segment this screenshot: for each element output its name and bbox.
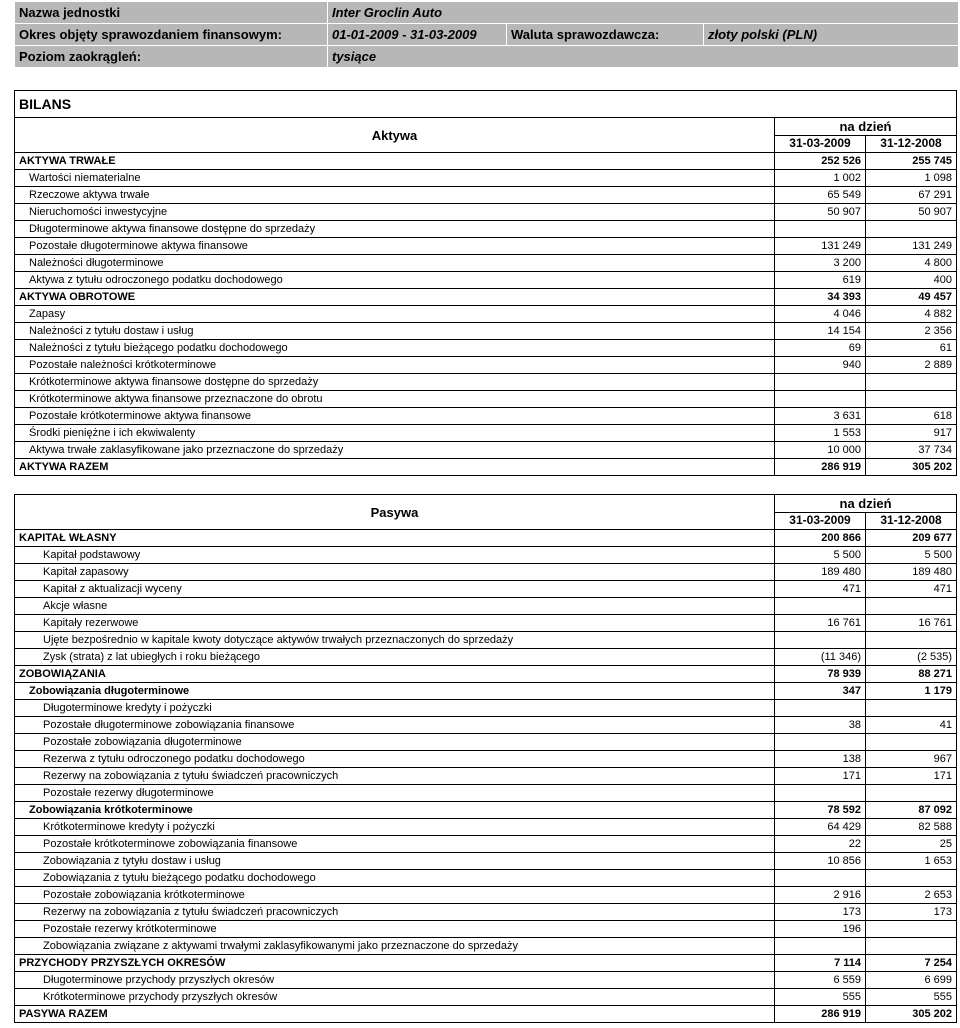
table-row (15, 649, 957, 666)
row-label: Krótkoterminowe aktywa finansowe dostępne do sprzedaży (15, 374, 775, 391)
assets-header: Aktywa (15, 118, 775, 153)
table-row (15, 717, 957, 734)
value-previous: 2 356 (866, 323, 957, 340)
value-previous: 88 271 (866, 666, 957, 683)
value-current: 138 (775, 751, 866, 768)
table-row (15, 357, 957, 374)
value-current: 286 919 (775, 459, 866, 476)
table-row (15, 187, 957, 204)
value-previous (866, 785, 957, 802)
date-2: 31-12-2008 (866, 135, 957, 153)
value-previous: 61 (866, 340, 957, 357)
value-current: 286 919 (775, 1006, 866, 1023)
value-current (775, 374, 866, 391)
row-label: Pozostałe zobowiązania krótkoterminowe (15, 887, 775, 904)
value-previous: 50 907 (866, 204, 957, 221)
value-current (775, 391, 866, 408)
value-previous: 5 500 (866, 547, 957, 564)
table-row (15, 751, 957, 768)
rounding-label: Poziom zaokrągleń: (15, 46, 328, 68)
table-row (15, 853, 957, 870)
value-current: 1 002 (775, 170, 866, 187)
row-label: Pozostałe rezerwy krótkoterminowe (15, 921, 775, 938)
value-previous: 25 (866, 836, 957, 853)
value-previous: 305 202 (866, 1006, 957, 1023)
table-row (15, 272, 957, 289)
value-current: 6 559 (775, 972, 866, 989)
row-label: AKTYWA TRWAŁE (15, 153, 775, 170)
value-previous (866, 700, 957, 717)
value-previous: 173 (866, 904, 957, 921)
value-current: 189 480 (775, 564, 866, 581)
value-current: 471 (775, 581, 866, 598)
row-label: Krótkoterminowe aktywa finansowe przeznaczone do obrotu (15, 391, 775, 408)
date-1: 31-03-2009 (775, 135, 866, 153)
row-label: Kapitały rezerwowe (15, 615, 775, 632)
row-label: ZOBOWIĄZANIA (15, 666, 775, 683)
row-label: Długoterminowe kredyty i pożyczki (15, 700, 775, 717)
row-label: Krótkoterminowe kredyty i pożyczki (15, 819, 775, 836)
value-current: 4 046 (775, 306, 866, 323)
value-current: 50 907 (775, 204, 866, 221)
value-current: 252 526 (775, 153, 866, 170)
value-current (775, 734, 866, 751)
row-label: Zobowiązania długoterminowe (15, 683, 775, 700)
value-previous (866, 921, 957, 938)
value-previous: 555 (866, 989, 957, 1006)
row-label: Aktywa z tytułu odroczonego podatku dochodowego (15, 272, 775, 289)
table-row (15, 734, 957, 751)
value-previous: 49 457 (866, 289, 957, 306)
value-previous: 1 653 (866, 853, 957, 870)
value-current: 171 (775, 768, 866, 785)
row-label: Pozostałe długoterminowe aktywa finansowe (15, 238, 775, 255)
as-of-label: na dzień (775, 495, 957, 513)
table-row (15, 391, 957, 408)
table-row (15, 785, 957, 802)
value-previous (866, 221, 957, 238)
table-row (15, 683, 957, 700)
row-label: Należności z tytułu bieżącego podatku dochodowego (15, 340, 775, 357)
value-previous: 16 761 (866, 615, 957, 632)
value-previous: 2 889 (866, 357, 957, 374)
value-previous: 1 098 (866, 170, 957, 187)
row-label: Rzeczowe aktywa trwałe (15, 187, 775, 204)
table-row (15, 887, 957, 904)
value-previous: 967 (866, 751, 957, 768)
value-previous: 471 (866, 581, 957, 598)
value-current (775, 632, 866, 649)
value-current: 347 (775, 683, 866, 700)
row-label: Pozostałe krótkoterminowe aktywa finansowe (15, 408, 775, 425)
value-current: 555 (775, 989, 866, 1006)
value-previous (866, 391, 957, 408)
row-label: Długoterminowe przychody przyszłych okresów (15, 972, 775, 989)
value-current: 3 631 (775, 408, 866, 425)
table-row (15, 238, 957, 255)
row-label: Kapitał zapasowy (15, 564, 775, 581)
entity-value: Inter Groclin Auto (328, 2, 959, 24)
table-row (15, 802, 957, 819)
row-label: Środki pieniężne i ich ekwiwalenty (15, 425, 775, 442)
table-row (15, 904, 957, 921)
table-row (15, 323, 957, 340)
table-row (15, 340, 957, 357)
row-label: Rezerwa z tytułu odroczonego podatku dochodowego (15, 751, 775, 768)
value-current (775, 700, 866, 717)
value-current: 34 393 (775, 289, 866, 306)
value-current: 14 154 (775, 323, 866, 340)
row-label: Pozostałe krótkoterminowe zobowiązania finansowe (15, 836, 775, 853)
table-row (15, 306, 957, 323)
as-of-label: na dzień (775, 118, 957, 136)
value-previous: 131 249 (866, 238, 957, 255)
table-row (15, 255, 957, 272)
balance-title: BILANS (15, 91, 957, 118)
value-current: 64 429 (775, 819, 866, 836)
table-row (15, 289, 957, 306)
table-row (15, 972, 957, 989)
value-previous: 4 800 (866, 255, 957, 272)
value-previous (866, 632, 957, 649)
table-row (15, 564, 957, 581)
value-previous: 255 745 (866, 153, 957, 170)
row-label: Pozostałe należności krótkoterminowe (15, 357, 775, 374)
currency-label: Waluta sprawozdawcza: (507, 24, 704, 46)
value-current: 69 (775, 340, 866, 357)
table-row (15, 204, 957, 221)
value-current: 10 000 (775, 442, 866, 459)
value-previous: 6 699 (866, 972, 957, 989)
table-row (15, 408, 957, 425)
assets-table (14, 90, 957, 476)
liabilities-header: Pasywa (15, 495, 775, 530)
value-current: 3 200 (775, 255, 866, 272)
row-label: PASYWA RAZEM (15, 1006, 775, 1023)
value-previous (866, 734, 957, 751)
value-current: 16 761 (775, 615, 866, 632)
report-header (14, 1, 959, 68)
table-row (15, 442, 957, 459)
value-current: 2 916 (775, 887, 866, 904)
row-label: Kapitał z aktualizacji wyceny (15, 581, 775, 598)
value-current: (11 346) (775, 649, 866, 666)
table-row (15, 547, 957, 564)
value-previous: 37 734 (866, 442, 957, 459)
row-label: Nieruchomości inwestycyjne (15, 204, 775, 221)
date-1: 31-03-2009 (775, 512, 866, 530)
table-row (15, 1006, 957, 1023)
row-label: Pozostałe długoterminowe zobowiązania finansowe (15, 717, 775, 734)
value-previous (866, 598, 957, 615)
row-label: Krótkoterminowe przychody przyszłych okresów (15, 989, 775, 1006)
row-label: Długoterminowe aktywa finansowe dostępne do sprzedaży (15, 221, 775, 238)
value-previous (866, 870, 957, 887)
value-previous: 400 (866, 272, 957, 289)
table-row (15, 632, 957, 649)
value-current: 1 553 (775, 425, 866, 442)
value-previous: 171 (866, 768, 957, 785)
value-current: 940 (775, 357, 866, 374)
value-current (775, 598, 866, 615)
row-label: Pozostałe zobowiązania długoterminowe (15, 734, 775, 751)
value-current: 200 866 (775, 530, 866, 547)
value-current: 131 249 (775, 238, 866, 255)
value-previous: 67 291 (866, 187, 957, 204)
row-label: AKTYWA RAZEM (15, 459, 775, 476)
value-previous: (2 535) (866, 649, 957, 666)
entity-label: Nazwa jednostki (15, 2, 328, 24)
currency-value: złoty polski (PLN) (704, 24, 959, 46)
table-row (15, 615, 957, 632)
table-row (15, 425, 957, 442)
value-previous: 917 (866, 425, 957, 442)
table-row (15, 170, 957, 187)
value-current: 196 (775, 921, 866, 938)
table-row (15, 153, 957, 170)
value-current: 10 856 (775, 853, 866, 870)
row-label: PRZYCHODY PRZYSZŁYCH OKRESÓW (15, 955, 775, 972)
row-label: Zysk (strata) z lat ubiegłych i roku bieżącego (15, 649, 775, 666)
value-previous: 209 677 (866, 530, 957, 547)
table-row (15, 938, 957, 955)
value-current: 65 549 (775, 187, 866, 204)
period-value: 01-01-2009 - 31-03-2009 (328, 24, 507, 46)
table-row (15, 955, 957, 972)
date-2: 31-12-2008 (866, 512, 957, 530)
table-row (15, 819, 957, 836)
period-label: Okres objęty sprawozdaniem finansowym: (15, 24, 328, 46)
row-label: Akcje własne (15, 598, 775, 615)
table-row (15, 836, 957, 853)
value-current: 619 (775, 272, 866, 289)
value-previous: 305 202 (866, 459, 957, 476)
table-row (15, 666, 957, 683)
value-previous (866, 938, 957, 955)
value-current: 38 (775, 717, 866, 734)
value-previous: 82 588 (866, 819, 957, 836)
value-previous: 41 (866, 717, 957, 734)
row-label: Wartości niematerialne (15, 170, 775, 187)
table-row (15, 374, 957, 391)
row-label: Pozostałe rezerwy długoterminowe (15, 785, 775, 802)
row-label: Należności z tytułu dostaw i usług (15, 323, 775, 340)
row-label: Zobowiązania z tytyłu dostaw i usług (15, 853, 775, 870)
value-previous (866, 374, 957, 391)
table-row (15, 700, 957, 717)
value-previous: 618 (866, 408, 957, 425)
row-label: Aktywa trwałe zaklasyfikowane jako przeznaczone do sprzedaży (15, 442, 775, 459)
table-row (15, 768, 957, 785)
row-label: Należności długoterminowe (15, 255, 775, 272)
row-label: Zobowiązania z tytułu bieżącego podatku dochodowego (15, 870, 775, 887)
row-label: Rezerwy na zobowiązania z tytułu świadczeń pracowniczych (15, 768, 775, 785)
value-current: 173 (775, 904, 866, 921)
row-label: Kapitał podstawowy (15, 547, 775, 564)
row-label: AKTYWA OBROTOWE (15, 289, 775, 306)
row-label: Zobowiązania związane z aktywami trwałymi zaklasyfikowanymi jako przeznaczone do sprzedaży (15, 938, 775, 955)
value-previous: 7 254 (866, 955, 957, 972)
value-current: 7 114 (775, 955, 866, 972)
table-row (15, 581, 957, 598)
table-row (15, 221, 957, 238)
row-label: Ujęte bezpośrednio w kapitale kwoty dotyczące aktywów trwałych przeznaczonych do sprzedaży (15, 632, 775, 649)
value-previous: 189 480 (866, 564, 957, 581)
rounding-value: tysiące (328, 46, 959, 68)
row-label: Zobowiązania krótkoterminowe (15, 802, 775, 819)
value-previous: 4 882 (866, 306, 957, 323)
value-current (775, 938, 866, 955)
value-current (775, 785, 866, 802)
row-label: KAPITAŁ WŁASNY (15, 530, 775, 547)
table-row (15, 921, 957, 938)
value-previous: 87 092 (866, 802, 957, 819)
table-row (15, 459, 957, 476)
value-previous: 2 653 (866, 887, 957, 904)
value-current: 78 939 (775, 666, 866, 683)
value-previous: 1 179 (866, 683, 957, 700)
value-current: 5 500 (775, 547, 866, 564)
row-label: Rezerwy na zobowiązania z tytułu świadczeń pracowniczych (15, 904, 775, 921)
value-current (775, 221, 866, 238)
liabilities-table (14, 494, 957, 1023)
table-row (15, 530, 957, 547)
table-row (15, 989, 957, 1006)
row-label: Zapasy (15, 306, 775, 323)
value-current (775, 870, 866, 887)
table-row (15, 598, 957, 615)
table-row (15, 870, 957, 887)
value-current: 78 592 (775, 802, 866, 819)
value-current: 22 (775, 836, 866, 853)
